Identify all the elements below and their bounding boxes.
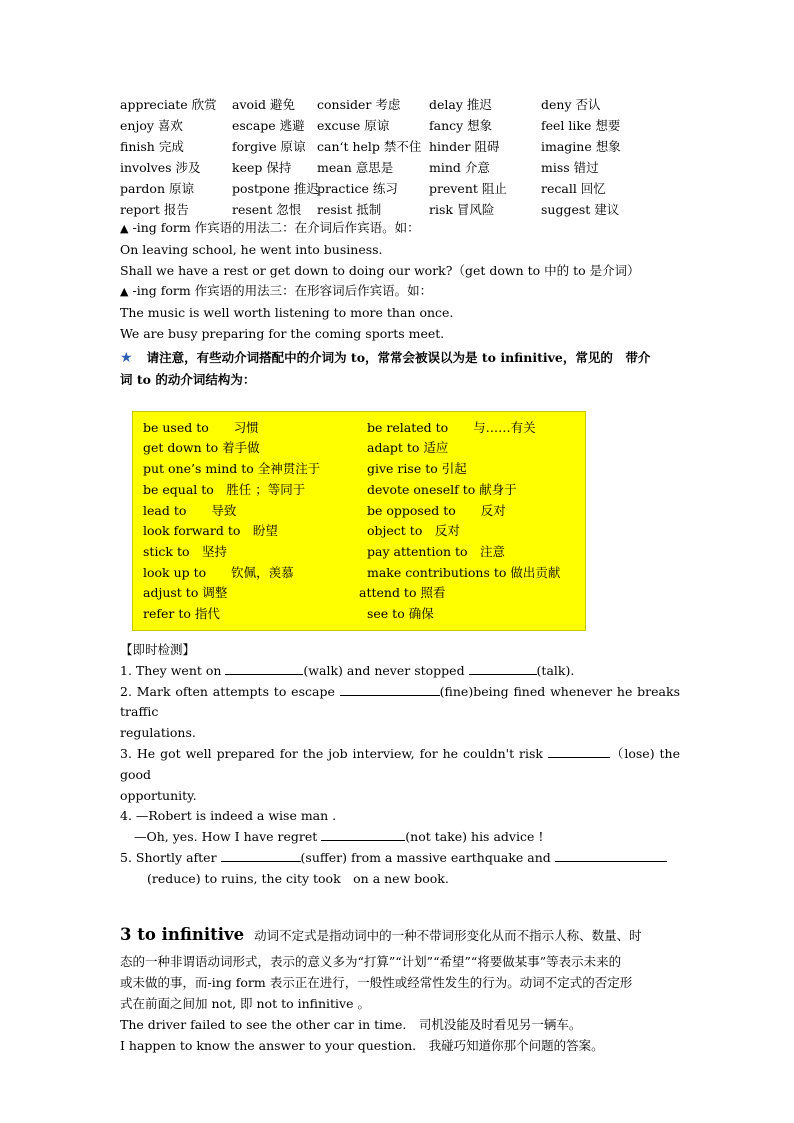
example-sentence: Shall we have a rest or get down to doing our work?（get down to 中的 to 是介词） (120, 262, 640, 278)
note-block (120, 347, 680, 369)
verb-item: prevent 阻止 (429, 181, 507, 196)
phrase-item: object to 反对 (367, 523, 460, 539)
phrase-item: put one’s mind to 全神贯注于 (143, 461, 321, 477)
verb-item: enjoy 喜欢 (120, 118, 183, 133)
phrase-item: give rise to 引起 (367, 461, 467, 477)
verb-item: resist 抵制 (317, 202, 382, 217)
verb-item: miss 错过 (541, 160, 599, 175)
example-sentence: On leaving school, he went into business. (120, 241, 383, 257)
phrase-item: make contributions to 做出贡献 (367, 564, 561, 580)
section-3-heading: 3 to infinitive 动词不定式是指动词中的一种不带词形变化从而不指示人称、数量、时 (120, 924, 642, 944)
verb-list (120, 96, 680, 218)
answer-blank[interactable] (340, 683, 440, 696)
phrase-item: pay attention to 注意 (367, 543, 506, 559)
example-sentence: We are busy preparing for the coming sports meet. (120, 325, 445, 341)
verb-item: finish 完成 (120, 139, 184, 154)
verb-item: delay 推迟 (429, 97, 492, 112)
phrase-item: adapt to 适应 (367, 440, 449, 456)
section-title: 3 to infinitive (120, 924, 245, 944)
section-text: 或未做的事，而-ing form 表示正在进行，一般性或经常性发生的行为。动词不定式的否定形 (120, 974, 633, 990)
question-3: 3. He got well prepared for the job interview, for he couldn't risk （lose) the good (120, 745, 680, 782)
verb-item: fancy 想象 (429, 118, 493, 133)
star-icon: ★ (120, 349, 133, 366)
question-2: 2. Mark often attempts to escape (fine)being fined whenever he breaks traffic (120, 683, 680, 720)
phrase-item: stick to 坚持 (143, 543, 228, 559)
phrase-item: be opposed to 反对 (367, 502, 506, 518)
verb-item: imagine 想象 (541, 139, 621, 154)
verb-item: involves 涉及 (120, 160, 201, 175)
phrase-item: be equal to 胜任 ；等同于 (143, 481, 306, 497)
verb-item: consider 考虑 (317, 97, 401, 112)
question-5-cont: (reduce) to ruins, the city took on a new book. (147, 870, 449, 886)
verb-item: mind 介意 (429, 160, 490, 175)
verb-item: deny 否认 (541, 97, 601, 112)
phrase-item: devote oneself to 献身于 (367, 481, 517, 497)
verb-item: recall 回忆 (541, 181, 606, 196)
question-2-cont: regulations. (120, 725, 196, 741)
phrase-highlight-box (132, 411, 586, 631)
phrase-item: lead to 导致 (143, 502, 237, 518)
phrase-item: look up to 钦佩，羡慕 (143, 564, 294, 580)
section-text: 态的一种非谓语动词形式，表示的意义多为“打算”“计划”“希望”“将要做某事”等表示未来的 (120, 953, 622, 969)
verb-item: report 报告 (120, 202, 189, 217)
phrase-item: refer to 指代 (143, 605, 220, 621)
phrase-item: get down to 着手做 (143, 440, 260, 456)
usage2-heading: ▲ -ing form 作宾语的用法二：在介词后作宾语。如： (120, 220, 420, 235)
answer-blank[interactable] (469, 662, 537, 675)
usage3-heading: ▲ -ing form 作宾语的用法三：在形容词后作宾语。如： (120, 283, 433, 299)
answer-blank[interactable] (555, 849, 667, 862)
example-sentence: The driver failed to see the other car in time. 司机没能及时看见另一辆车。 (120, 1016, 582, 1032)
check-title: 【即时检测】 (120, 641, 196, 657)
question-3-cont: opportunity. (120, 787, 197, 803)
phrase-item: look forward to 盼望 (143, 523, 278, 539)
phrase-item: be related to 与……有关 (367, 419, 536, 435)
answer-blank[interactable] (221, 849, 301, 862)
phrase-item: adjust to 调整 (143, 585, 228, 601)
verb-item: appreciate 欣赏 (120, 97, 217, 112)
verb-item: hinder 阻碍 (429, 139, 500, 154)
phrase-item: see to 确保 (367, 605, 434, 621)
phrase-item: attend to 照看 (359, 585, 446, 601)
question-4: 4. —Robert is indeed a wise man . (120, 808, 337, 824)
question-1: 1. They went on (walk) and never stopped (talk). (120, 662, 575, 678)
verb-item: risk 冒风险 (429, 202, 495, 217)
note-line: 请注意，有些动介词搭配中的介词为 to，常常会被误以为是 to infinitive，常见的 带介 (146, 349, 651, 365)
triangle-icon: ▲ (120, 285, 129, 299)
question-4-reply: —Oh, yes. How I have regret (not take) his advice ! (134, 829, 544, 845)
answer-blank[interactable] (321, 828, 405, 841)
example-sentence: The music is well worth listening to more than once. (120, 305, 454, 321)
verb-item: pardon 原谅 (120, 181, 194, 196)
verb-item: excuse 原谅 (317, 118, 390, 133)
verb-item: practice 练习 (317, 181, 398, 196)
verb-item: feel like 想要 (541, 118, 621, 133)
verb-item: can‘t help 禁不住 (317, 139, 422, 154)
verb-item: mean 意思是 (317, 160, 394, 175)
question-5: 5. Shortly after (suffer) from a massive earthquake and (120, 848, 680, 869)
verb-item: forgive 原谅 (232, 139, 306, 154)
phrase-item: be used to 习惯 (143, 419, 259, 435)
verb-item: postpone 推迟 (232, 181, 319, 196)
verb-item: avoid 避免 (232, 97, 296, 112)
section-text: 式在前面之间加 not, 即 not to infinitive 。 (120, 995, 370, 1011)
document-page (120, 96, 680, 1056)
verb-item: escape 逃避 (232, 118, 305, 133)
answer-blank[interactable] (225, 662, 303, 675)
answer-blank[interactable] (548, 745, 610, 758)
triangle-icon: ▲ (120, 222, 129, 235)
verb-item: keep 保持 (232, 160, 292, 175)
note-line: 词 to 的动介词结构为： (120, 371, 256, 387)
example-sentence: I happen to know the answer to your question. 我碰巧知道你那个问题的答案。 (120, 1037, 604, 1053)
verb-item: suggest 建议 (541, 202, 620, 217)
verb-item: resent 忽恨 (232, 202, 302, 217)
